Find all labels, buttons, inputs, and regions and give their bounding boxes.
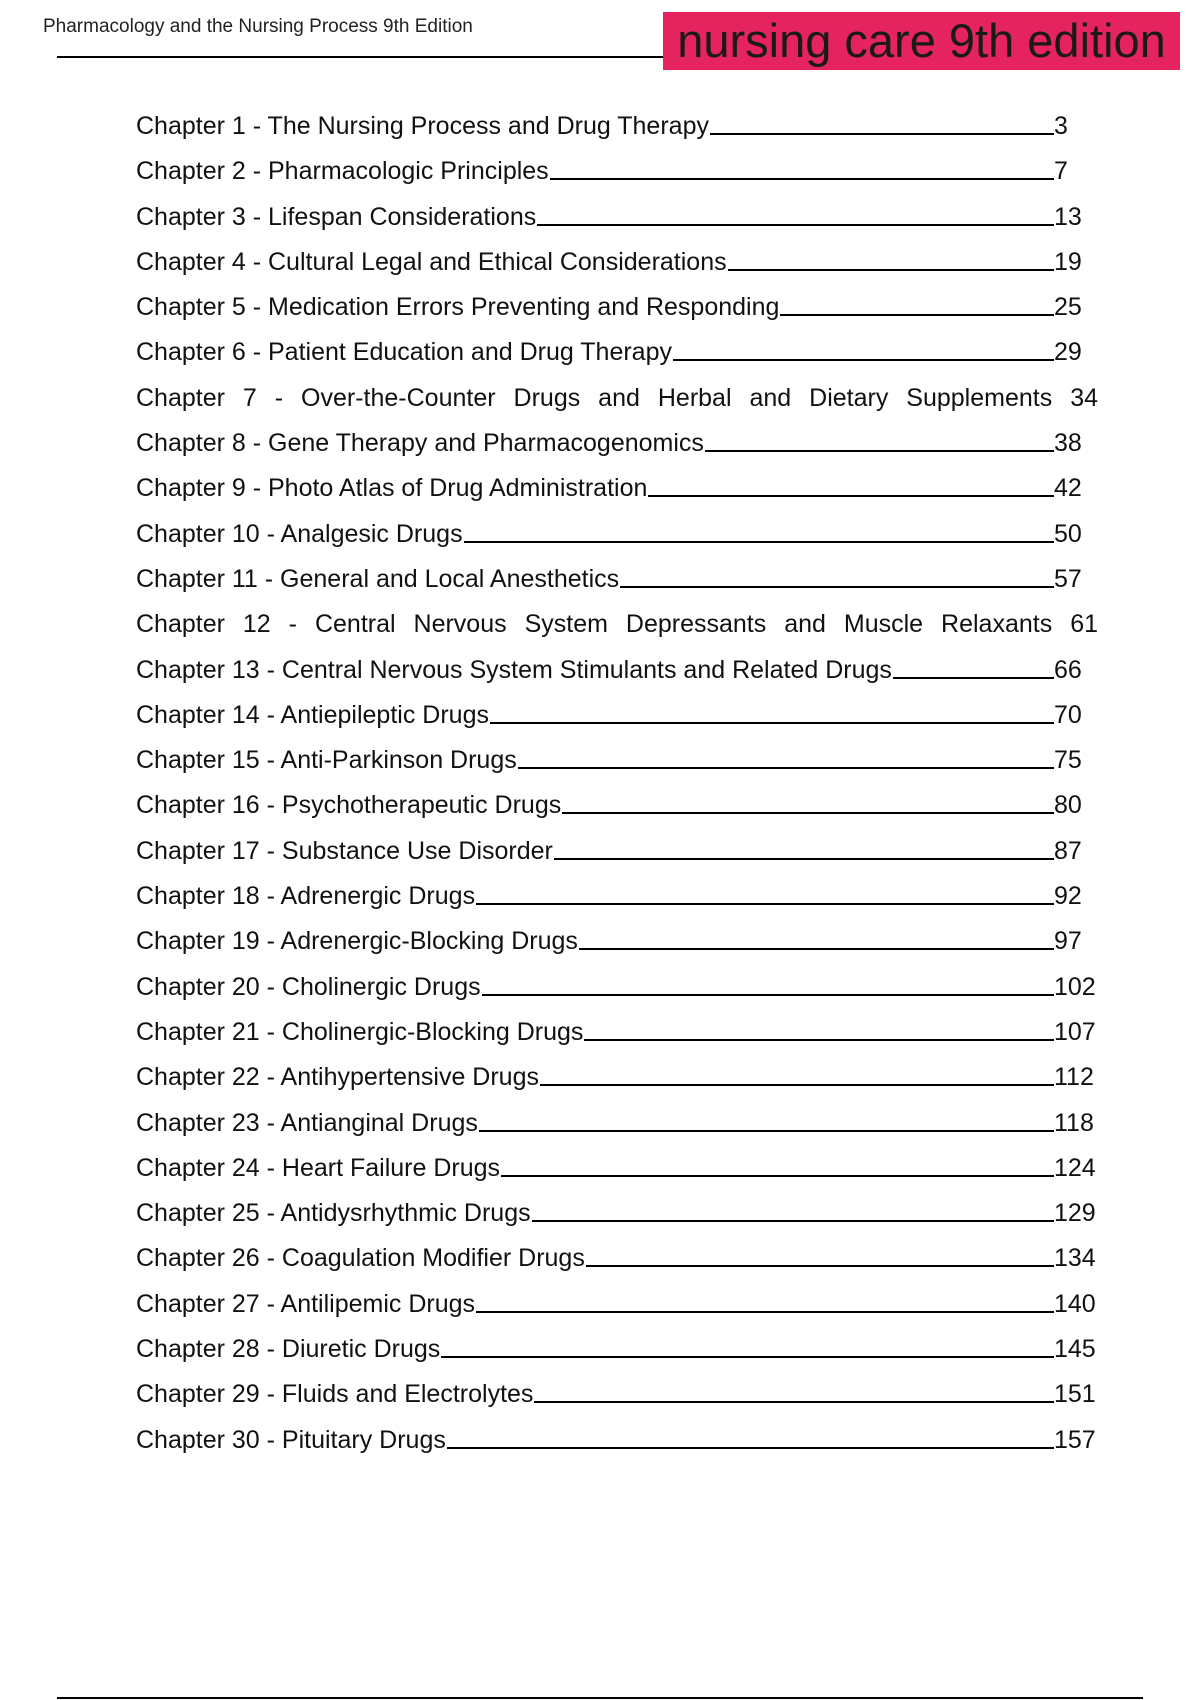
toc-entry-title: Chapter 27 - Antilipemic Drugs bbox=[136, 1289, 476, 1318]
toc-entry-page-number: 124 bbox=[1054, 1153, 1096, 1182]
toc-entry[interactable] bbox=[136, 1282, 1098, 1327]
toc-entry-title: Chapter 21 - Cholinergic-Blocking Drugs bbox=[136, 1017, 584, 1046]
toc-entry[interactable] bbox=[136, 1418, 1098, 1463]
toc-entry[interactable] bbox=[136, 512, 1098, 557]
toc-entry[interactable] bbox=[136, 421, 1098, 466]
toc-entry-title: Chapter 16 - Psychotherapeutic Drugs bbox=[136, 791, 562, 820]
toc-leader-line bbox=[482, 994, 1054, 996]
toc-leader-line bbox=[780, 314, 1054, 316]
table-of-contents bbox=[136, 104, 1098, 1463]
header-rule bbox=[57, 56, 663, 58]
toc-leader-line bbox=[464, 541, 1054, 543]
toc-leader-line bbox=[476, 1311, 1054, 1313]
toc-entry-title: Chapter 22 - Antihypertensive Drugs bbox=[136, 1063, 539, 1092]
toc-leader-line bbox=[532, 1220, 1054, 1222]
toc-entry-title: Chapter 12 - Central Nervous System Depressants and Muscle Relaxants bbox=[136, 610, 1053, 639]
toc-entry-page-number: 34 bbox=[1070, 383, 1098, 412]
toc-leader-line bbox=[447, 1447, 1054, 1449]
toc-entry-page-number: 97 bbox=[1054, 927, 1082, 956]
toc-entry-page-number: 25 bbox=[1054, 293, 1082, 322]
toc-entry-page-number: 7 bbox=[1054, 157, 1068, 186]
toc-entry[interactable] bbox=[136, 149, 1098, 194]
toc-entry-page-number: 66 bbox=[1054, 655, 1082, 684]
toc-entry[interactable] bbox=[136, 1236, 1098, 1281]
toc-entry-page-number: 13 bbox=[1054, 202, 1082, 231]
toc-entry-page-number: 70 bbox=[1054, 700, 1082, 729]
toc-leader-line bbox=[562, 812, 1054, 814]
toc-entry-page-number: 50 bbox=[1054, 519, 1082, 548]
toc-entry[interactable] bbox=[136, 104, 1098, 149]
toc-entry-title: Chapter 18 - Adrenergic Drugs bbox=[136, 882, 476, 911]
toc-leader-line bbox=[479, 1130, 1054, 1132]
toc-entry-title: Chapter 28 - Diuretic Drugs bbox=[136, 1335, 441, 1364]
toc-leader-line bbox=[501, 1175, 1054, 1177]
footer-rule bbox=[57, 1697, 1143, 1699]
toc-entry-title: Chapter 1 - The Nursing Process and Drug Therapy bbox=[136, 112, 709, 140]
toc-entry-title: Chapter 4 - Cultural Legal and Ethical Considerations bbox=[136, 247, 727, 276]
toc-entry[interactable] bbox=[136, 874, 1098, 919]
toc-entry-title: Chapter 10 - Analgesic Drugs bbox=[136, 519, 463, 548]
toc-entry-title: Chapter 8 - Gene Therapy and Pharmacogenomics bbox=[136, 429, 704, 458]
toc-entry-page-number: 134 bbox=[1054, 1244, 1096, 1273]
toc-entry[interactable] bbox=[136, 738, 1098, 783]
toc-entry[interactable] bbox=[136, 1101, 1098, 1146]
toc-entry-page-number: 129 bbox=[1054, 1199, 1096, 1228]
toc-entry-title: Chapter 30 - Pituitary Drugs bbox=[136, 1425, 446, 1454]
toc-entry-title: Chapter 29 - Fluids and Electrolytes bbox=[136, 1380, 534, 1409]
toc-entry-title: Chapter 6 - Patient Education and Drug Therapy bbox=[136, 338, 672, 367]
toc-entry-title: Chapter 14 - Antiepileptic Drugs bbox=[136, 700, 489, 729]
toc-entry[interactable] bbox=[136, 693, 1098, 738]
toc-leader-line bbox=[534, 1401, 1054, 1403]
toc-entry-title: Chapter 19 - Adrenergic-Blocking Drugs bbox=[136, 927, 578, 956]
toc-entry[interactable] bbox=[136, 965, 1098, 1010]
toc-entry-title: Chapter 24 - Heart Failure Drugs bbox=[136, 1153, 501, 1182]
toc-leader-line bbox=[518, 767, 1054, 769]
toc-entry-page-number: 157 bbox=[1054, 1425, 1096, 1454]
toc-leader-line bbox=[579, 948, 1054, 950]
toc-leader-line bbox=[893, 677, 1054, 679]
toc-entry[interactable] bbox=[136, 602, 1098, 647]
toc-leader-line bbox=[537, 224, 1054, 226]
toc-entry[interactable] bbox=[136, 1327, 1098, 1372]
toc-entry[interactable] bbox=[136, 829, 1098, 874]
toc-entry-title: Chapter 5 - Medication Errors Preventing and Responding bbox=[136, 293, 780, 322]
toc-entry-page-number: 19 bbox=[1054, 247, 1082, 276]
toc-entry-title: Chapter 23 - Antianginal Drugs bbox=[136, 1108, 478, 1137]
toc-entry-title: Chapter 9 - Photo Atlas of Drug Administration bbox=[136, 474, 648, 503]
toc-entry-title: Chapter 25 - Antidysrhythmic Drugs bbox=[136, 1199, 531, 1228]
toc-leader-line bbox=[586, 1265, 1054, 1267]
toc-entry[interactable] bbox=[136, 1191, 1098, 1236]
toc-entry-title: Chapter 13 - Central Nervous System Stimulants and Related Drugs bbox=[136, 655, 892, 684]
toc-entry[interactable] bbox=[136, 919, 1098, 964]
toc-entry-page-number: 102 bbox=[1054, 972, 1096, 1001]
toc-entry[interactable] bbox=[136, 330, 1098, 375]
toc-entry-title: Chapter 15 - Anti-Parkinson Drugs bbox=[136, 746, 517, 775]
toc-leader-line bbox=[705, 450, 1054, 452]
toc-entry[interactable] bbox=[136, 1055, 1098, 1100]
toc-leader-line bbox=[490, 722, 1054, 724]
toc-entry-title: Chapter 17 - Substance Use Disorder bbox=[136, 836, 553, 865]
toc-entry[interactable] bbox=[136, 195, 1098, 240]
toc-entry-title: Chapter 2 - Pharmacologic Principles bbox=[136, 157, 549, 186]
toc-entry-page-number: 57 bbox=[1054, 564, 1082, 593]
toc-leader-line bbox=[728, 269, 1054, 271]
toc-leader-line bbox=[673, 359, 1054, 361]
toc-leader-line bbox=[441, 1356, 1054, 1358]
toc-leader-line bbox=[550, 178, 1054, 180]
toc-leader-line bbox=[710, 133, 1054, 135]
toc-entry[interactable] bbox=[136, 466, 1098, 511]
toc-entry[interactable] bbox=[136, 376, 1098, 421]
toc-entry-title: Chapter 11 - General and Local Anesthetics bbox=[136, 564, 620, 593]
toc-entry-title: Chapter 3 - Lifespan Considerations bbox=[136, 202, 537, 231]
toc-entry[interactable] bbox=[136, 783, 1098, 828]
toc-entry-page-number: 75 bbox=[1054, 746, 1082, 775]
toc-entry-page-number: 80 bbox=[1054, 791, 1082, 820]
toc-entry-page-number: 145 bbox=[1054, 1335, 1096, 1364]
toc-entry[interactable] bbox=[136, 240, 1098, 285]
toc-entry[interactable] bbox=[136, 1010, 1098, 1055]
toc-leader-line bbox=[540, 1084, 1054, 1086]
toc-entry-title: Chapter 26 - Coagulation Modifier Drugs bbox=[136, 1244, 585, 1273]
toc-entry-page-number: 42 bbox=[1054, 474, 1082, 503]
toc-entry-title: Chapter 7 - Over-the-Counter Drugs and Herbal and Dietary Supplements bbox=[136, 383, 1053, 412]
toc-entry-page-number: 3 bbox=[1054, 112, 1068, 140]
toc-entry-page-number: 112 bbox=[1054, 1063, 1094, 1092]
toc-leader-line bbox=[476, 903, 1054, 905]
toc-entry[interactable] bbox=[136, 1146, 1098, 1191]
toc-entry-page-number: 61 bbox=[1070, 610, 1098, 639]
toc-entry-page-number: 118 bbox=[1054, 1108, 1094, 1137]
toc-leader-line bbox=[584, 1039, 1054, 1041]
watermark-banner: nursing care 9th edition bbox=[663, 12, 1180, 70]
toc-entry-page-number: 87 bbox=[1054, 836, 1082, 865]
toc-entry-page-number: 29 bbox=[1054, 338, 1082, 367]
toc-entry[interactable] bbox=[136, 557, 1098, 602]
toc-entry[interactable] bbox=[136, 1372, 1098, 1417]
toc-entry-page-number: 92 bbox=[1054, 882, 1082, 911]
toc-entry[interactable] bbox=[136, 648, 1098, 693]
toc-entry-page-number: 140 bbox=[1054, 1289, 1096, 1318]
toc-entry-page-number: 151 bbox=[1054, 1380, 1096, 1409]
toc-entry-title: Chapter 20 - Cholinergic Drugs bbox=[136, 972, 481, 1001]
toc-leader-line bbox=[648, 495, 1054, 497]
toc-entry-page-number: 107 bbox=[1054, 1017, 1096, 1046]
toc-leader-line bbox=[620, 586, 1054, 588]
toc-leader-line bbox=[554, 858, 1054, 860]
page-header-title: Pharmacology and the Nursing Process 9th Edition bbox=[43, 16, 473, 37]
toc-entry-page-number: 38 bbox=[1054, 429, 1082, 458]
toc-entry[interactable] bbox=[136, 285, 1098, 330]
